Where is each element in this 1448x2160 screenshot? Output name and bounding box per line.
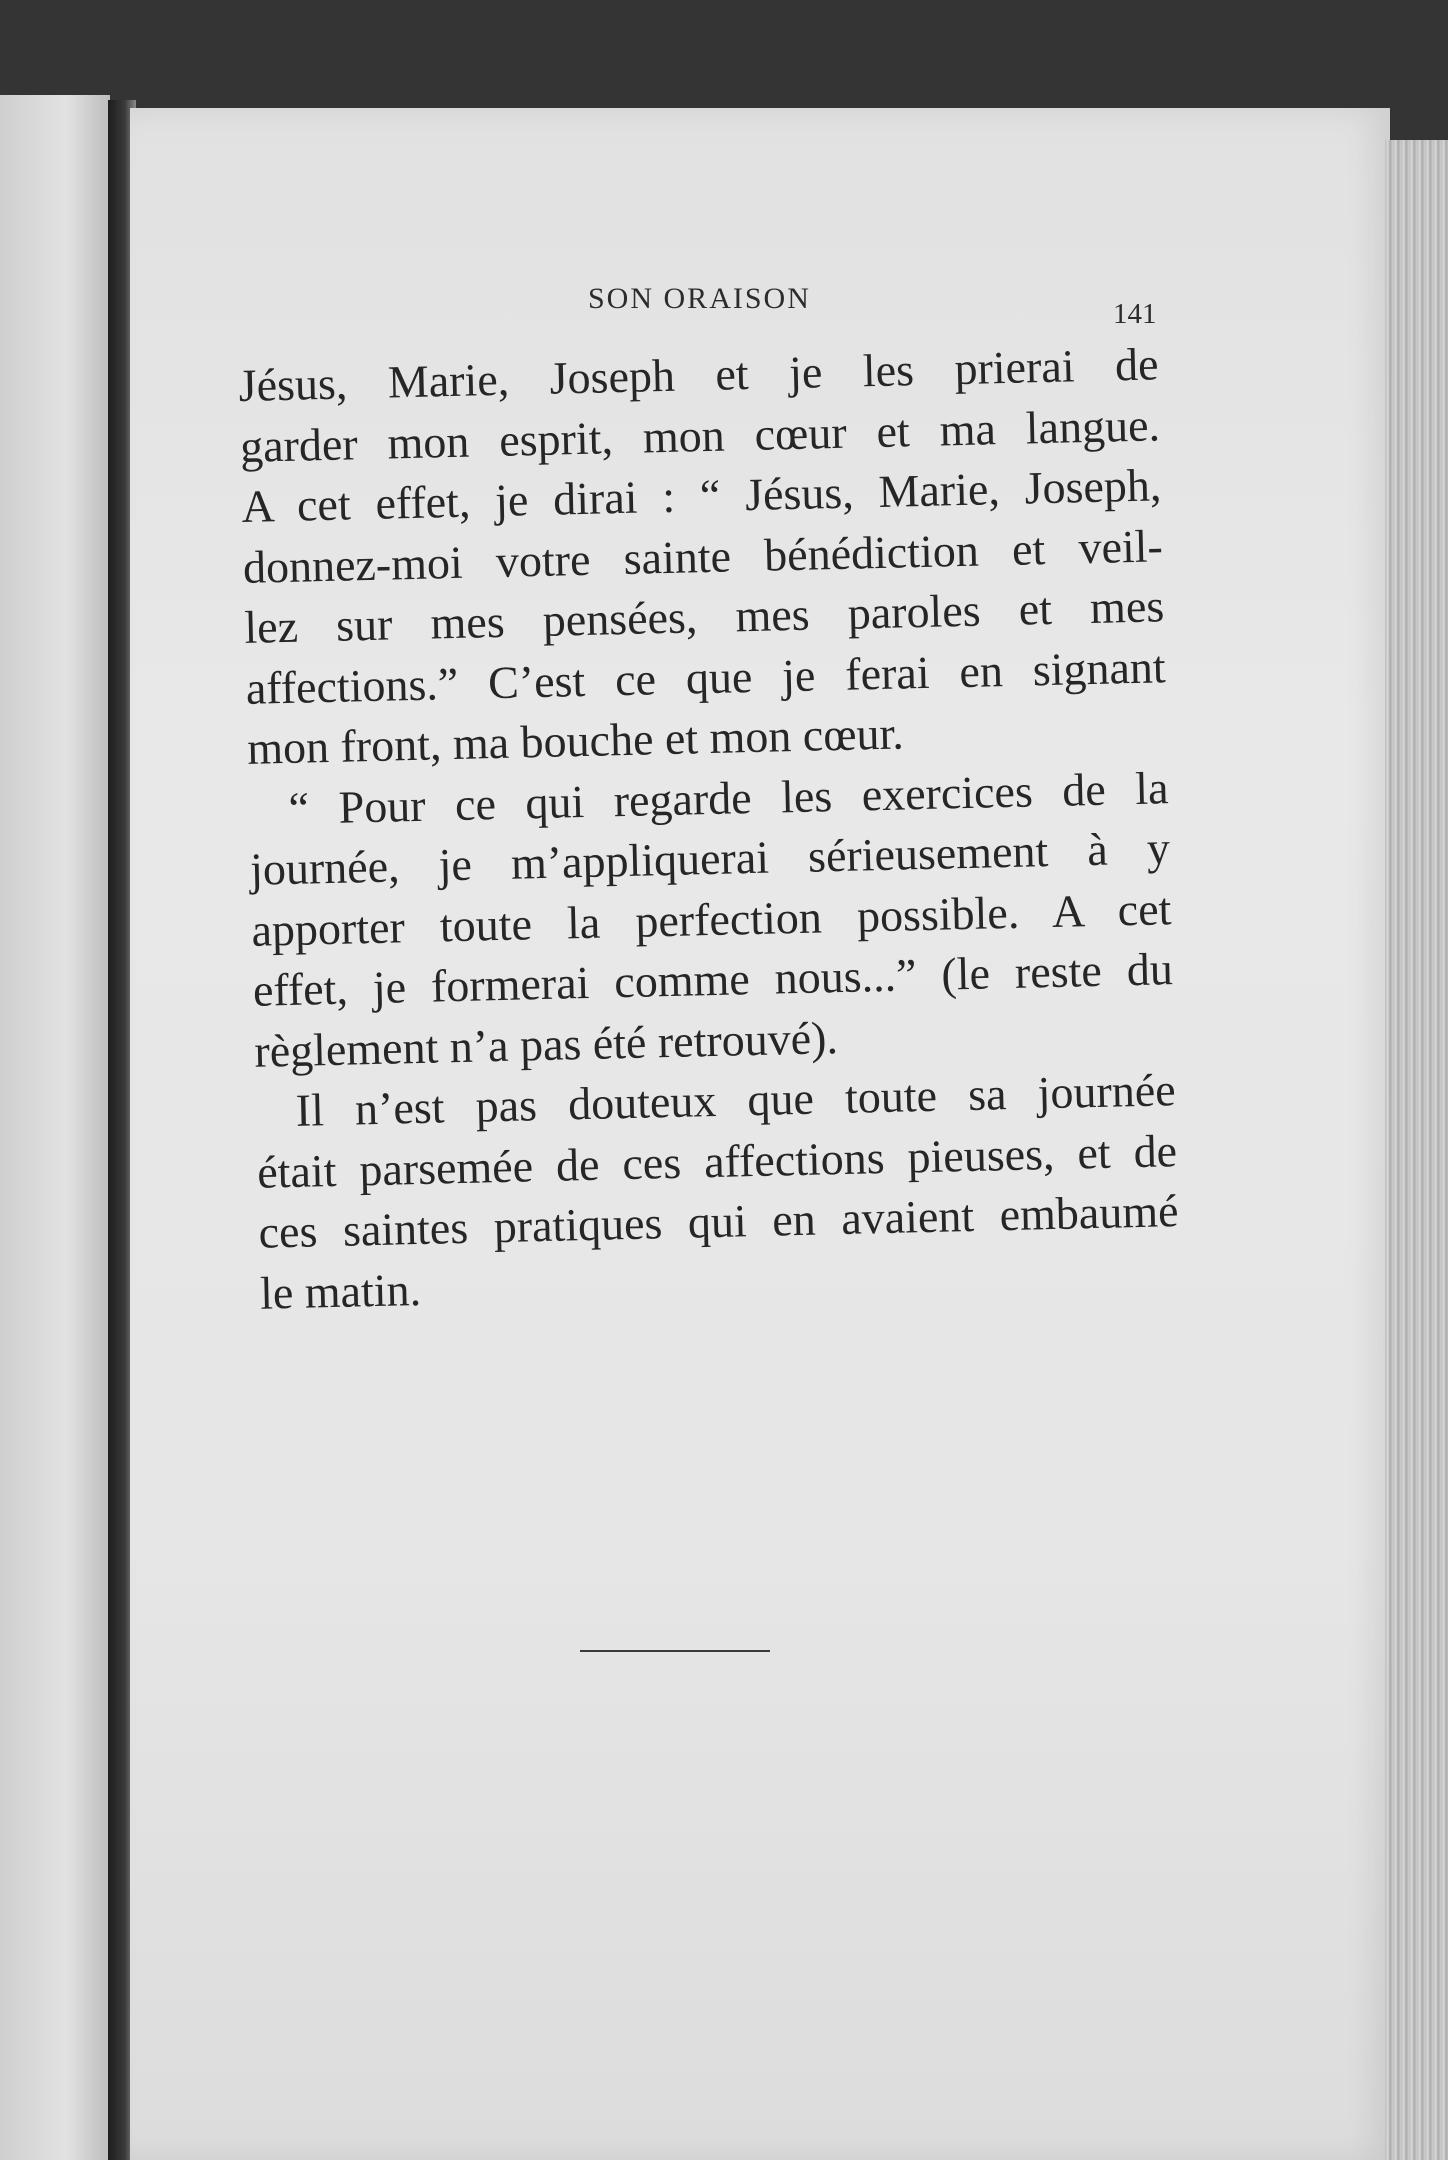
section-end-rule <box>580 1650 770 1652</box>
running-title: SON ORAISON <box>588 282 811 315</box>
text-line: règlement n’a pas été retrouvé). <box>253 1011 839 1077</box>
text-line: Il n’est pas douteux que toute sa journée <box>295 1064 1177 1136</box>
paragraph-1 <box>238 334 1168 779</box>
text-line: lez sur mes pensées, mes paroles et mes <box>243 580 1165 653</box>
text-line: Jésus, Marie, Joseph et je les prierai de <box>238 338 1160 411</box>
text-line: “ Pour ce qui regarde les exercices de la <box>288 761 1170 834</box>
text-line: affections.” C’est ce que je ferai en signant <box>245 640 1167 714</box>
text-line: garder mon esprit, mon cœur et ma langue. <box>239 398 1161 472</box>
facing-page-edge <box>0 95 110 2160</box>
paragraph-2 <box>248 758 1175 1082</box>
text-line: effet, je formerai comme nous...” (le reste du <box>252 943 1174 1016</box>
text-line: journée, je m’appliquerai sérieusement à y <box>249 822 1171 895</box>
body-text <box>238 334 1181 1323</box>
text-line: A cet effet, je dirai : “ Jésus, Marie, Joseph, <box>240 459 1162 532</box>
text-line: apporter toute la perfection possible. A cet <box>250 882 1172 956</box>
text-line: mon front, ma bouche et mon cœur. <box>246 707 905 774</box>
page-block-edges <box>1385 140 1448 2160</box>
text-line: donnez-moi votre sainte bénédiction et veil- <box>242 519 1164 593</box>
text-line: ces saintes pratiques qui en avaient embaumé <box>258 1185 1179 1258</box>
text-line: le matin. <box>259 1263 422 1319</box>
paragraph-3 <box>255 1060 1180 1324</box>
text-line: était parsemée de ces affections pieuses, et de <box>256 1124 1178 1198</box>
page-number: 141 <box>1113 298 1157 330</box>
